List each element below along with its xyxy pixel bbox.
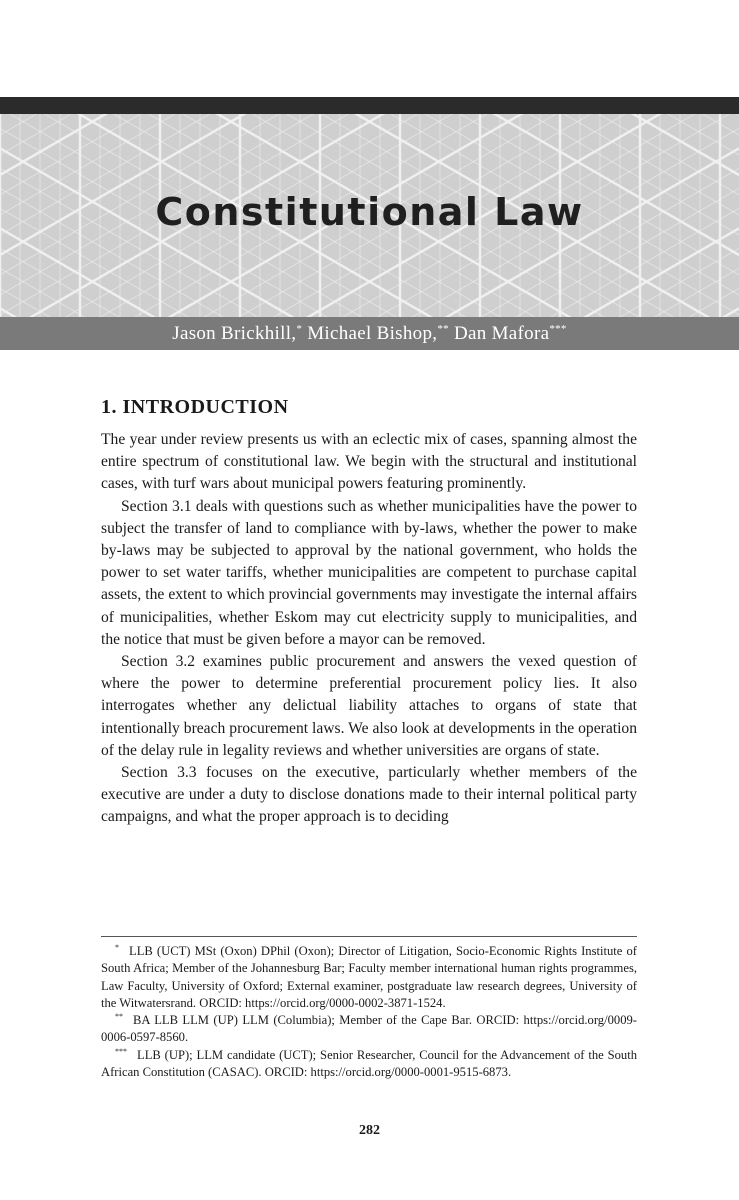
chapter-title: Constitutional Law xyxy=(155,190,584,234)
footnotes xyxy=(101,943,637,1081)
top-dark-band xyxy=(0,97,739,114)
footnote-ref[interactable]: *** xyxy=(549,323,567,335)
footnote-ref[interactable]: ** xyxy=(437,323,449,335)
paragraph: The year under review presents us with an eclectic mix of cases, spanning almost the entire spectrum of constitutional law. We begin with the structural and institutional cases, with turf wars about municipal powers featuring prominently. xyxy=(101,431,637,493)
footnote-text: BA LLB LLM (UP) LLM (Columbia); Member of the Cape Bar. ORCID: https://orcid.org/0009-0006-0597-8560. xyxy=(101,1013,637,1045)
paragraph: Section 3.3 focuses on the executive, particularly whether members of the executive are under a duty to disclose donations made to their internal political party campaigns, and what the proper approach is to deciding xyxy=(101,764,637,826)
page-number: 282 xyxy=(359,1123,380,1138)
footnote-mark: *** xyxy=(115,1046,127,1056)
paragraph: Section 3.1 deals with questions such as whether municipalities have the power to subject the transfer of land to compliance with by-laws, whether the power to make by-laws may be subjected to approval by the national government, who holds the power to set water tariffs, whether municipalities are competent to purchase capital assets, the extent to which provincial governments may investigate the internal affairs of municipalities, whether Eskom may cut electricity supply to municipalities, and the notice that must be given before a mayor can be removed. xyxy=(101,497,637,648)
author-name: Dan Mafora xyxy=(454,323,550,344)
body-text xyxy=(101,429,637,829)
footnote-ref[interactable]: * xyxy=(296,323,303,335)
footnote-mark: ** xyxy=(115,1012,123,1022)
footnote-mark: * xyxy=(115,943,119,952)
footnote xyxy=(101,1012,637,1047)
footnote xyxy=(101,943,637,1012)
author-name: Jason Brickhill, xyxy=(172,323,297,344)
paragraph: Section 3.2 examines public procurement and answers the vexed question of where the power to determine preferential procurement policy lies. It also interrogates whether any delictual liability attaches to organs of state that intentionally breach procurement laws. We also look at developments in the operation of the delay rule in legality reviews and whether universities are organs of state. xyxy=(101,653,637,759)
footnote-divider xyxy=(101,936,637,937)
footnote-text: LLB (UP); LLM candidate (UCT); Senior Researcher, Council for the Advancement of the South African Constitution (CASAC). ORCID: https://orcid.org/0000-0001-9515-6873. xyxy=(101,1047,637,1080)
author-name: Michael Bishop, xyxy=(307,323,438,344)
author-band xyxy=(0,317,739,350)
footnote-text: LLB (UCT) MSt (Oxon) DPhil (Oxon); Director of Litigation, Socio-Economic Rights Institute of South Africa; Member of the Johannesburg Bar; Faculty member international human rights programmes, Law Faculty, University of Oxford; External examiner, postgraduate law research degrees, University of the Witwatersrand. ORCID: https://orcid.org/0000-0002-3871-1524. xyxy=(101,944,637,1010)
section-heading: 1. INTRODUCTION xyxy=(101,396,289,418)
footnote xyxy=(101,1047,637,1082)
